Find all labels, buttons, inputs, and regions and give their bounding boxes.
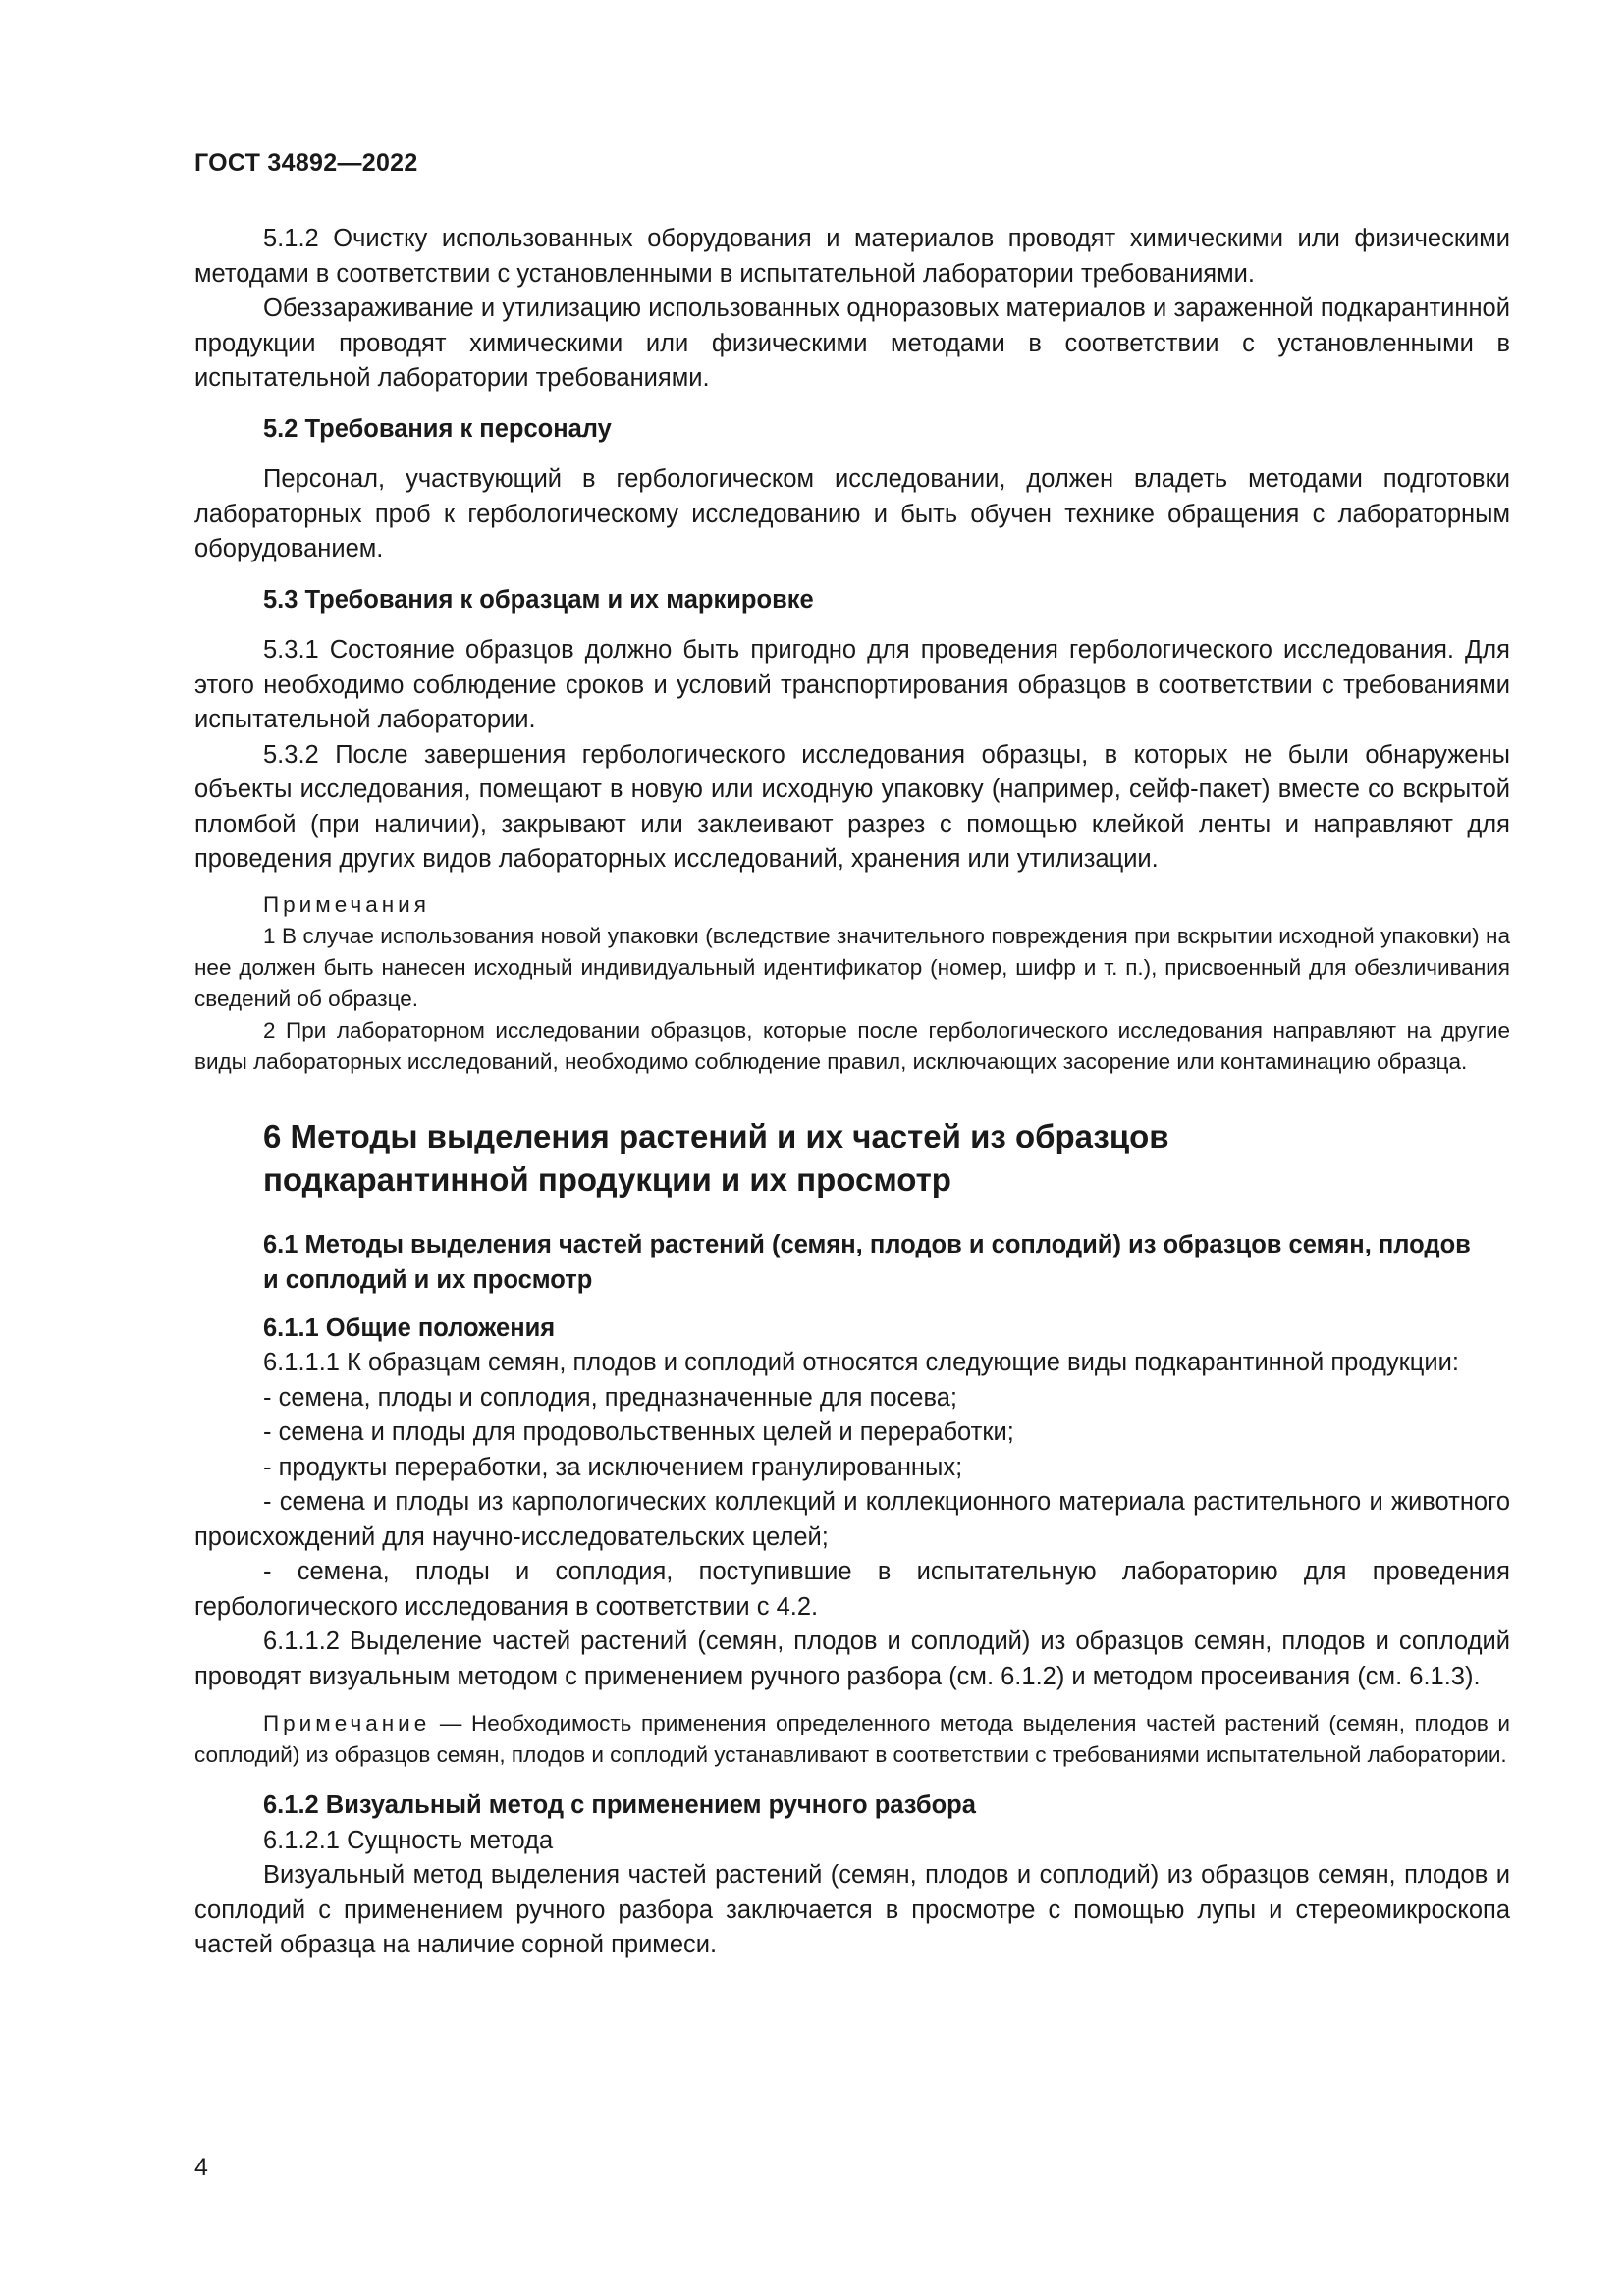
page-number: 4 bbox=[194, 2154, 208, 2181]
list-item: - продукты переработки, за исключением гранулированных; bbox=[263, 1453, 963, 1481]
product-types-list bbox=[194, 1381, 1510, 1626]
note-single bbox=[194, 1708, 1510, 1771]
note-2: 2 При лабораторном исследовании образцов, которые после гербологического исследования направляют на другие виды лабораторных исследований, необходимо соблюдение правил, исключающих засорение или контаминацию образца. bbox=[194, 1017, 1510, 1074]
note-1: 1 В случае использования новой упаковки (вследствие значительного повреждения при вскрытии исходной упаковки) на нее должен быть нанесен исходный индивидуальный идентификатор (номер, шифр и т. п.), присвоенный для обезличивания сведений об образце. bbox=[194, 923, 1510, 1011]
paragraph-6-1-2-1-text: Визуальный метод выделения частей растений (семян, плодов и соплодий) из образцов семян, плодов и соплодий с применением ручного разбора заключается в просмотре с помощью лупы и стереомикроскопа частей образца на наличие сорной примеси. bbox=[194, 1861, 1510, 1958]
paragraph-5-1-2: 5.1.2 Очистку использованных оборудования и материалов проводят химическими или физическими методами в соответствии с установленными в испытательной лаборатории требованиями. bbox=[194, 225, 1510, 288]
notes-title: Примечания bbox=[263, 891, 430, 917]
paragraph-6-1-1-2: 6.1.1.2 Выделение частей растений (семян, плодов и соплодий) из образцов семян, плодов и соплодий проводят визуальным методом с применением ручного разбора (см. 6.1.2) и методом просеивания (см. 6.1.3). bbox=[194, 1628, 1510, 1690]
heading-6: 6 Методы выделения растений и их частей из образцов подкарантинной продукции и их просмотр bbox=[263, 1117, 1169, 1198]
heading-6-1-2: 6.1.2 Визуальный метод с применением ручного разбора bbox=[263, 1791, 976, 1819]
list-item: - семена, плоды и соплодия, поступившие в испытательную лабораторию для проведения гербологического исследования в соответствии с 4.2. bbox=[194, 1558, 1510, 1621]
heading-6-1-1: 6.1.1 Общие положения bbox=[263, 1313, 556, 1342]
page-content bbox=[194, 222, 1510, 1963]
paragraph-5-3-1: 5.3.1 Состояние образцов должно быть пригодно для проведения гербологического исследования. Для этого необходимо соблюдение сроков и условий транспортирования образцов в соответствии с требованиями испытательной лаборатории. bbox=[194, 636, 1510, 733]
note-single-label: Примечание bbox=[263, 1711, 431, 1735]
heading-5-3: 5.3 Требования к образцам и их маркировке bbox=[263, 585, 814, 614]
list-item: - семена, плоды и соплодия, предназначенные для посева; bbox=[263, 1383, 957, 1412]
list-item: - семена и плоды для продовольственных целей и переработки; bbox=[263, 1418, 1014, 1446]
paragraph-5-3-2: 5.3.2 После завершения гербологического исследования образцы, в которых не были обнаружены объекты исследования, помещают в новую или исходную упаковку (например, сейф-пакет) вместе со вскрытой пломбой (при наличии), закрывают или заклеивают разрез с помощью клейкой ленты и направляют для проведения других видов лабораторных исследований, хранения или утилизации. bbox=[194, 740, 1510, 873]
note-single-text: — Необходимость применения определенного метода выделения частей растений (семян, плодов и соплодий) из образцов семян, плодов и соплодий устанавливают в соответствии с требованиями испытательной лаборатории. bbox=[194, 1711, 1510, 1767]
heading-5-2: 5.2 Требования к персоналу bbox=[263, 414, 612, 443]
list-item: - семена и плоды из карпологических коллекций и коллекционного материала растительного и животного происхождений для научно-исследовательских целей; bbox=[194, 1488, 1510, 1551]
standard-header: ГОСТ 34892—2022 bbox=[194, 149, 418, 177]
paragraph-5-2: Персонал, участвующий в гербологическом исследовании, должен владеть методами подготовки лабораторных проб к гербологическому исследованию и быть обучен технике обращения с лабораторным оборудованием. bbox=[194, 465, 1510, 562]
paragraph-6-1-2-1: 6.1.2.1 Сущность метода bbox=[263, 1826, 554, 1854]
paragraph-5-1-2-disinfection: Обеззараживание и утилизацию использованных одноразовых материалов и зараженной подкарантинной продукции проводят химическими или физическими методами в соответствии с установленными в испытательной лаборатории требованиями. bbox=[194, 294, 1510, 392]
paragraph-6-1-1-1: 6.1.1.1 К образцам семян, плодов и соплодий относятся следующие виды подкарантинной продукции: bbox=[263, 1349, 1459, 1376]
heading-6-1: 6.1 Методы выделения частей растений (семян, плодов и соплодий) из образцов семян, плодов и соплодий и их просмотр bbox=[263, 1230, 1471, 1294]
